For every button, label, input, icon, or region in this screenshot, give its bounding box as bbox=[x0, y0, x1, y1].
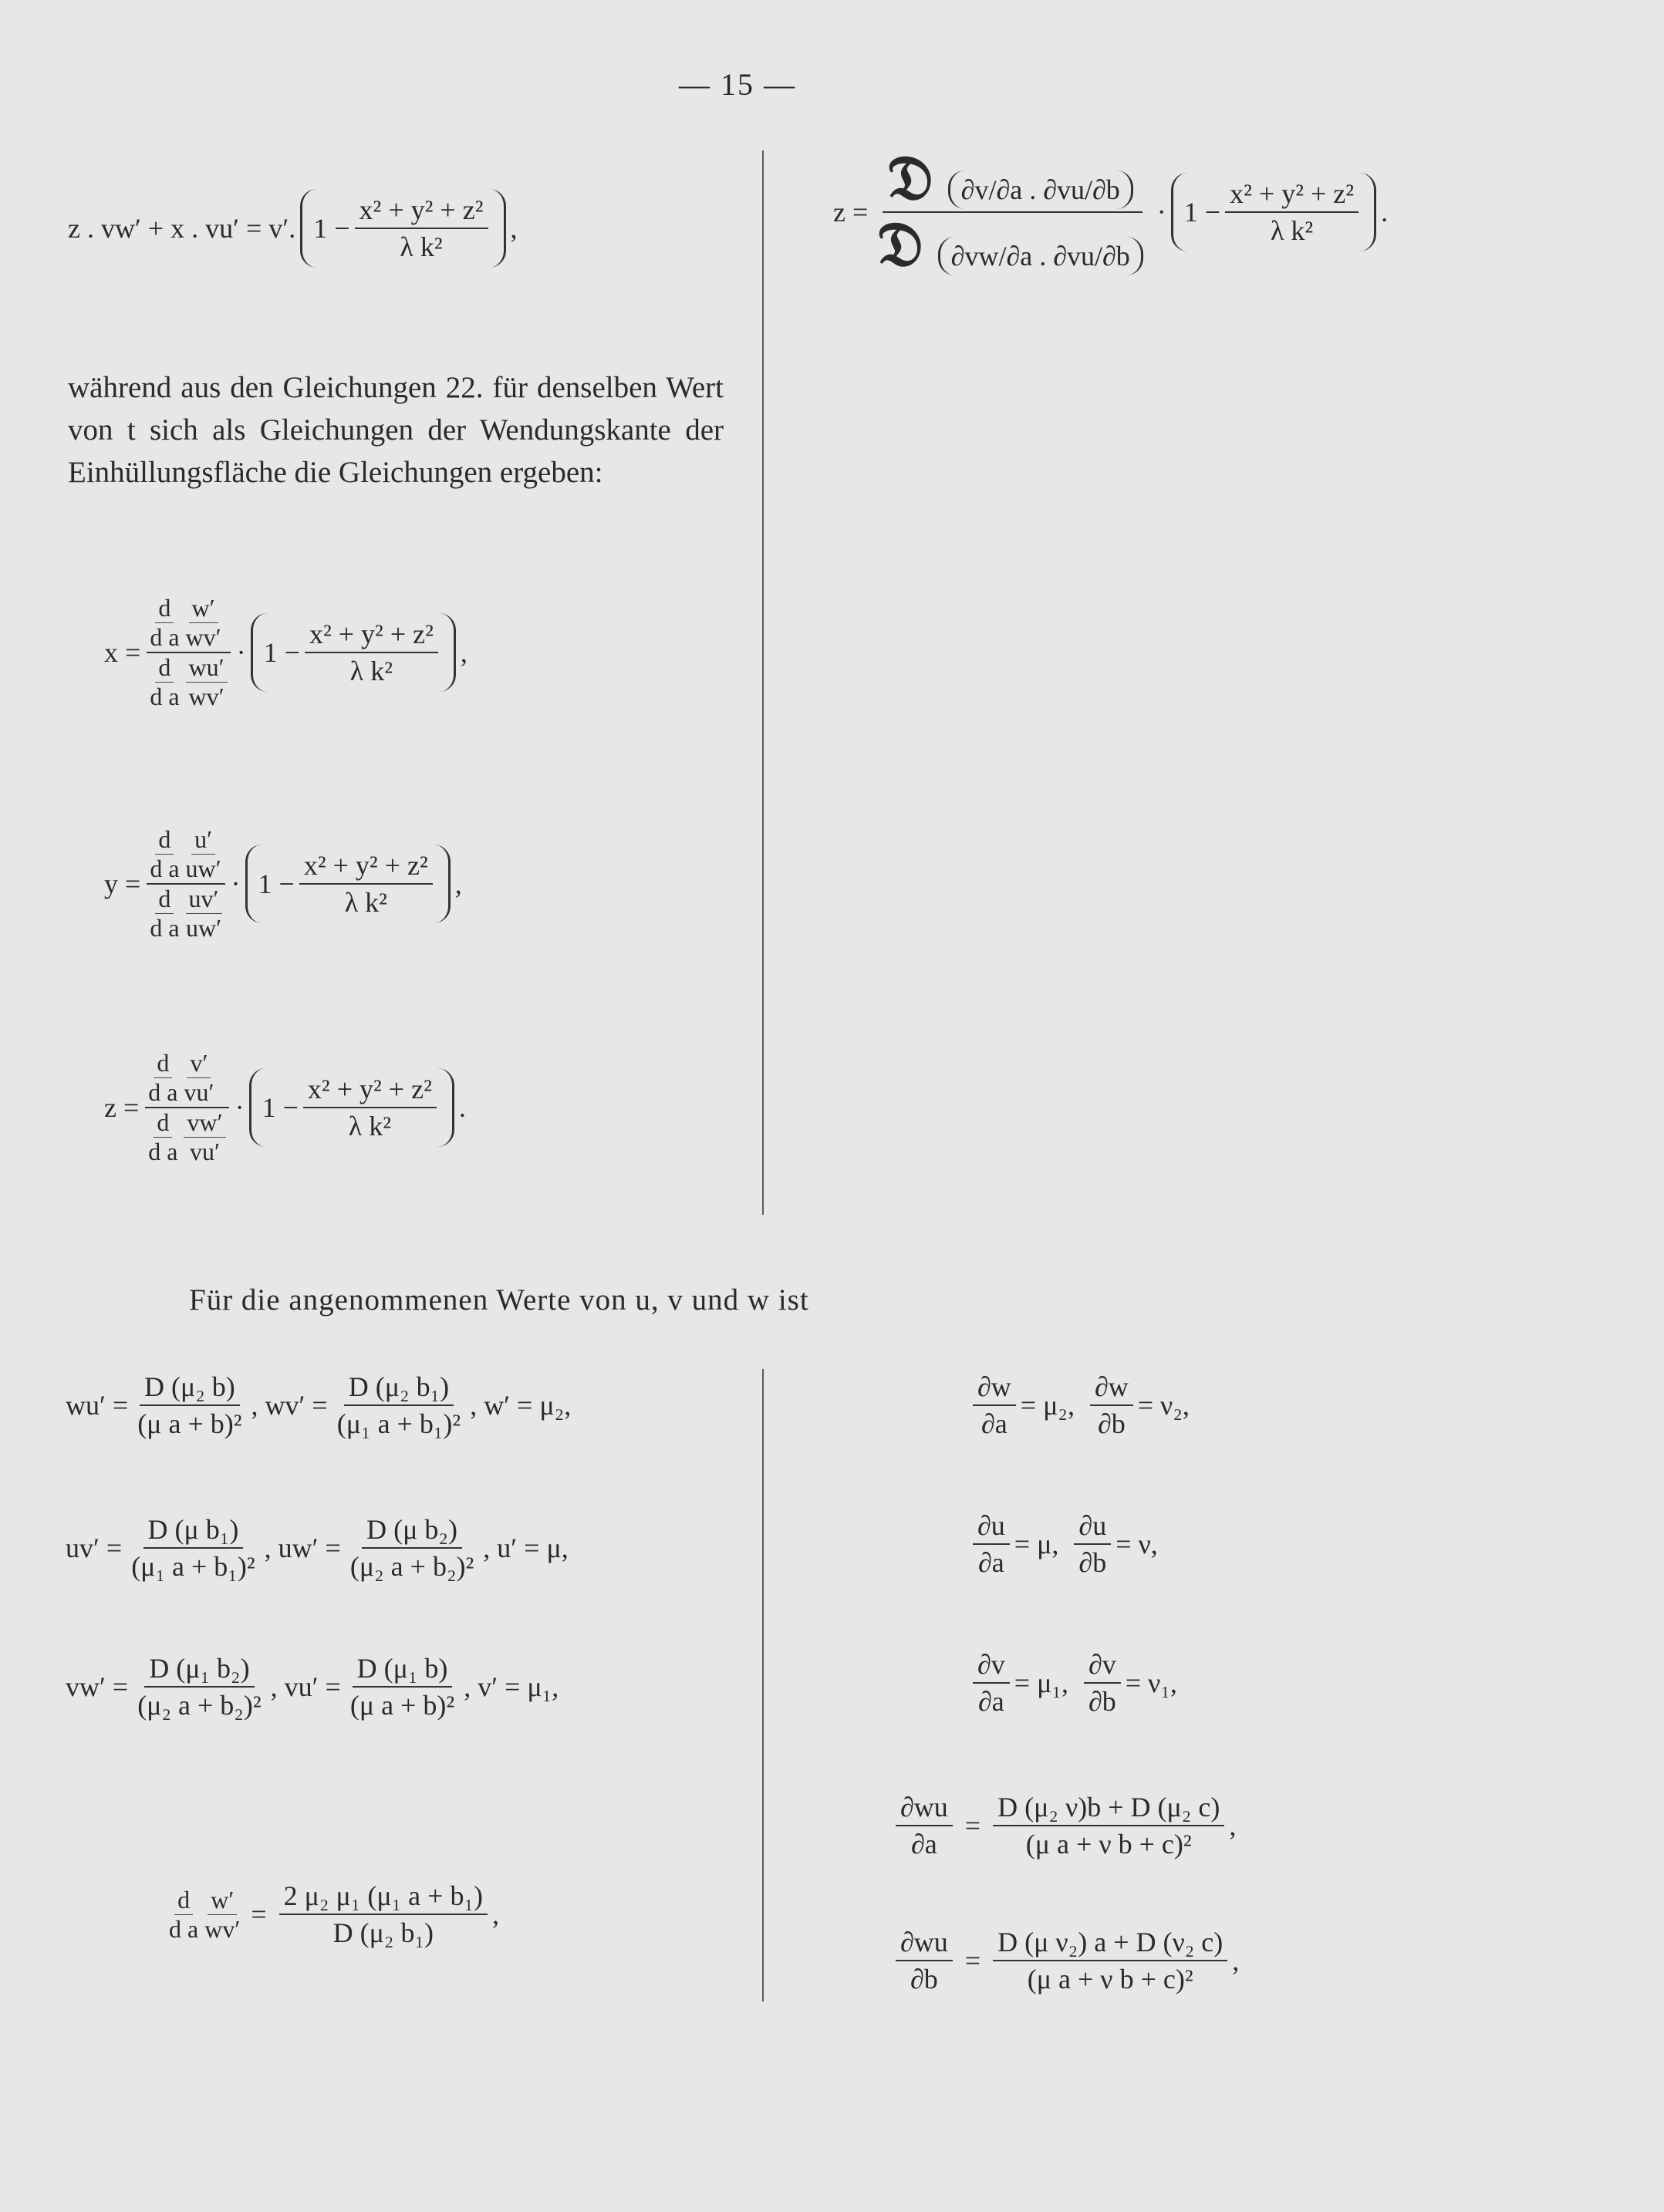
column-divider-top bbox=[762, 150, 764, 1215]
partial-numerator: ∂w bbox=[973, 1369, 1016, 1406]
fraction-numerator: D (μ b₁) bbox=[143, 1512, 244, 1549]
fraction-denominator: λ k² bbox=[349, 656, 393, 686]
fraction-numerator: D (μ₂ b) bbox=[140, 1369, 240, 1406]
fraction-denominator: (μ₁ a + b₁)² bbox=[336, 1408, 461, 1439]
denominator-term: vu′ bbox=[190, 1138, 221, 1165]
partial-numerator: ∂wu bbox=[896, 1789, 953, 1826]
partial-value: = ν₂, bbox=[1137, 1390, 1190, 1421]
equation-top-left bbox=[68, 189, 518, 268]
numerator-term: uv′ bbox=[186, 885, 222, 914]
d-symbol: d bbox=[154, 1108, 172, 1138]
derivative-ratio bbox=[147, 594, 230, 711]
equals-sign: = bbox=[964, 1945, 981, 1976]
eq-tail: , bbox=[454, 868, 462, 899]
eq-lhs: , wv′ = bbox=[251, 1390, 328, 1421]
bracket-one: 1 − bbox=[262, 1092, 299, 1123]
eq-tail: . bbox=[458, 1092, 466, 1123]
partial-numerator: ∂v bbox=[973, 1647, 1010, 1684]
equation-top-right: z = $\frac{\text{𝔇 ∂v/∂a . ∂vu/∂b}}{\text{𝔇 ∂vw/∂a . ∂vu/∂b}}$ · 1 − $\frac{\text{x² + y² + z²}}{\text{λ k²}}$ . bbox=[833, 145, 1389, 279]
fraction-numerator: x² + y² + z² bbox=[303, 1071, 437, 1108]
bracket bbox=[249, 1068, 454, 1147]
eq-lhs: , uw′ = bbox=[264, 1533, 341, 1563]
partial-numerator: ∂u bbox=[1074, 1508, 1111, 1545]
eq-tail: . bbox=[1381, 197, 1389, 228]
partial-wu-a bbox=[891, 1789, 1236, 1862]
determinant-argument: ∂vw/∂a . ∂vu/∂b bbox=[938, 237, 1143, 275]
bracket-one: 1 − bbox=[263, 637, 300, 668]
sentence: Für die angenommenen Werte von u, v und w ist bbox=[189, 1283, 809, 1317]
partial-numerator: ∂u bbox=[973, 1508, 1010, 1545]
fraction-numerator: x² + y² + z² bbox=[299, 848, 433, 885]
partial-numerator: ∂wu bbox=[896, 1924, 953, 1961]
partial-denominator: ∂b bbox=[1097, 1408, 1126, 1439]
equation-y: y = d d a $\frac{u'}{uw'}$ d d a $\frac{uv'}{uw'}$ · 1 − $\frac{\text{x² + y² + z²}}{\text{λ k²}}$ , bbox=[104, 825, 462, 942]
eq-tail: , bbox=[1229, 1810, 1237, 1841]
partial-u bbox=[968, 1508, 1158, 1580]
numerator-term: w′ bbox=[208, 1886, 237, 1915]
partial-denominator: ∂b bbox=[1088, 1686, 1116, 1717]
da-symbol: d a bbox=[150, 623, 180, 651]
denominator-term: wv′ bbox=[188, 683, 224, 710]
eq-lhs: x = bbox=[104, 637, 141, 668]
numerator-term: u′ bbox=[191, 825, 215, 855]
da-symbol: d a bbox=[150, 914, 180, 942]
fraction-numerator: D (μ₁ b₂) bbox=[144, 1651, 254, 1688]
eq-tail: , v′ = μ₁, bbox=[464, 1671, 559, 1702]
equation-w-derivatives bbox=[66, 1369, 571, 1442]
equation-ratio-derivative bbox=[166, 1878, 499, 1951]
partial-value: = ν₁, bbox=[1125, 1667, 1177, 1698]
partial-denominator: ∂a bbox=[978, 1686, 1004, 1717]
derivative-ratio bbox=[145, 1049, 228, 1166]
eq-tail: , bbox=[1232, 1945, 1240, 1976]
fraction-numerator: x² + y² + z² bbox=[355, 192, 488, 229]
fraction-numerator: 2 μ₂ μ₁ (μ₁ a + b₁) bbox=[279, 1878, 488, 1915]
denominator-term: wv′ bbox=[204, 1914, 241, 1943]
determinant-fraction bbox=[873, 147, 1153, 278]
fraction bbox=[355, 192, 488, 265]
eq-tail: , bbox=[492, 1899, 499, 1930]
eq-lhs: z = bbox=[833, 197, 869, 228]
column-divider-bottom bbox=[762, 1369, 764, 2001]
eq-tail: , w′ = μ₂, bbox=[470, 1390, 572, 1421]
eq-lhs: z = bbox=[104, 1092, 140, 1123]
fraction-denominator: λ k² bbox=[344, 887, 387, 918]
partial-denominator: ∂a bbox=[978, 1547, 1004, 1578]
da-symbol: d a bbox=[150, 683, 180, 710]
bracket bbox=[251, 613, 456, 692]
fraction bbox=[1225, 176, 1359, 248]
bracket bbox=[1171, 173, 1376, 251]
fraction-denominator: D (μ₂ b₁) bbox=[332, 1917, 434, 1948]
fraction-numerator: D (μ₂ ν)b + D (μ₂ c) bbox=[993, 1789, 1224, 1826]
eq-tail: , bbox=[510, 213, 518, 244]
fraction-denominator: λ k² bbox=[348, 1111, 392, 1141]
denominator-term: vu′ bbox=[184, 1078, 214, 1106]
equals-sign: = bbox=[964, 1810, 981, 1841]
fraction-denominator: (μ a + ν b + c)² bbox=[1025, 1829, 1192, 1860]
numerator-term: wu′ bbox=[186, 653, 228, 683]
determinant-denominator bbox=[873, 213, 1153, 278]
denominator-term: uw′ bbox=[185, 914, 222, 942]
partial-numerator: ∂w bbox=[1090, 1369, 1133, 1406]
page-number: — 15 — bbox=[679, 67, 796, 102]
partial-value: = ν, bbox=[1116, 1529, 1158, 1560]
bracket bbox=[300, 189, 505, 268]
fraction-denominator: (μ₁ a + b₁)² bbox=[131, 1551, 255, 1582]
body-paragraph: während aus den Gleichungen 22. für denselben Wert von t sich als Gleichungen der Wendungskante der Einhüllungsfläche die Gleichungen ergeben: bbox=[68, 371, 724, 489]
da-symbol: d a bbox=[148, 1078, 178, 1106]
da-symbol: d a bbox=[148, 1138, 178, 1165]
denominator-term: wv′ bbox=[185, 623, 221, 651]
eq-lhs: vw′ = bbox=[66, 1671, 129, 1702]
fraction-denominator: λ k² bbox=[400, 231, 443, 262]
equation-z: z = d d a $\frac{v'}{vu'}$ d d a $\frac{vw'}{vu'}$ · 1 − $\frac{\text{x² + y² + z²}}{\text{λ k²}}$ . bbox=[104, 1049, 466, 1165]
equation-v-derivatives bbox=[66, 1651, 559, 1723]
fraction-denominator: (μ₂ a + b₂)² bbox=[137, 1690, 262, 1721]
eq-lhs: , vu′ = bbox=[270, 1671, 341, 1702]
partial-denominator: ∂b bbox=[1078, 1547, 1107, 1578]
fraction-denominator: (μ₂ a + b₂)² bbox=[349, 1551, 474, 1582]
fraction-denominator: λ k² bbox=[1270, 215, 1314, 246]
da-symbol: d a bbox=[169, 1914, 199, 1943]
partial-numerator: ∂v bbox=[1084, 1647, 1121, 1684]
numerator-term: vw′ bbox=[184, 1108, 225, 1138]
bracket-one: 1 − bbox=[1183, 197, 1221, 228]
determinant-argument: ∂v/∂a . ∂vu/∂b bbox=[948, 170, 1133, 209]
bracket bbox=[245, 845, 451, 923]
equation-x: x = d d a $\frac{w'}{wv'}$ d d a $\frac{wu'}{wv'}$ · 1 − $\frac{\text{x² + y² + z²}}{\text{λ k²}}$ , bbox=[104, 594, 467, 710]
d-symbol: d bbox=[174, 1886, 193, 1915]
fraction-denominator: (μ a + b)² bbox=[137, 1408, 242, 1439]
numerator-term: w′ bbox=[189, 594, 218, 623]
fraction-numerator: x² + y² + z² bbox=[1225, 176, 1359, 213]
equation-u-derivatives bbox=[66, 1512, 569, 1584]
eq-lhs: z . vw′ + x . vu′ = v′. bbox=[68, 213, 296, 244]
eq-tail: , bbox=[460, 637, 467, 668]
partial-denominator: ∂a bbox=[981, 1408, 1008, 1439]
partial-v bbox=[968, 1647, 1177, 1719]
fraction-denominator: (μ a + b)² bbox=[349, 1690, 455, 1721]
d-symbol: d bbox=[155, 885, 174, 914]
fraction-numerator: D (μ₁ b) bbox=[353, 1651, 453, 1688]
fraction-numerator: D (μ ν₂) a + D (ν₂ c) bbox=[993, 1924, 1227, 1961]
fraction-denominator: (μ a + ν b + c)² bbox=[1027, 1964, 1193, 1995]
partial-denominator: ∂b bbox=[910, 1964, 938, 1995]
d-symbol: d bbox=[154, 1049, 172, 1078]
partial-value: = μ₁, bbox=[1014, 1667, 1068, 1698]
eq-tail: , u′ = μ, bbox=[483, 1533, 569, 1563]
partial-wu-b bbox=[891, 1924, 1239, 1997]
partial-value: = μ₂, bbox=[1020, 1390, 1075, 1421]
d-symbol: d bbox=[155, 825, 174, 855]
derivative-ratio bbox=[147, 825, 224, 942]
bracket-one: 1 − bbox=[313, 213, 350, 244]
d-symbol: d bbox=[155, 653, 174, 683]
determinant-symbol: 𝔇 bbox=[887, 145, 933, 213]
fraction-numerator: D (μ b₂) bbox=[362, 1512, 462, 1549]
numerator-term: v′ bbox=[187, 1049, 211, 1078]
eq-lhs: uv′ = bbox=[66, 1533, 123, 1563]
partial-w bbox=[968, 1369, 1190, 1442]
fraction-numerator: D (μ₂ b₁) bbox=[344, 1369, 454, 1406]
d-symbol: d bbox=[155, 594, 174, 623]
determinant-numerator bbox=[883, 147, 1143, 213]
eq-lhs: y = bbox=[104, 868, 141, 899]
eq-lhs: wu′ = bbox=[66, 1390, 129, 1421]
partial-denominator: ∂a bbox=[911, 1829, 937, 1860]
determinant-symbol: 𝔇 bbox=[877, 211, 923, 279]
partial-value: = μ, bbox=[1014, 1529, 1059, 1560]
fraction-numerator: x² + y² + z² bbox=[305, 616, 438, 653]
equals-sign: = bbox=[251, 1899, 267, 1930]
da-symbol: d a bbox=[150, 855, 180, 882]
bracket-one: 1 − bbox=[258, 868, 295, 899]
denominator-term: uw′ bbox=[185, 855, 221, 882]
